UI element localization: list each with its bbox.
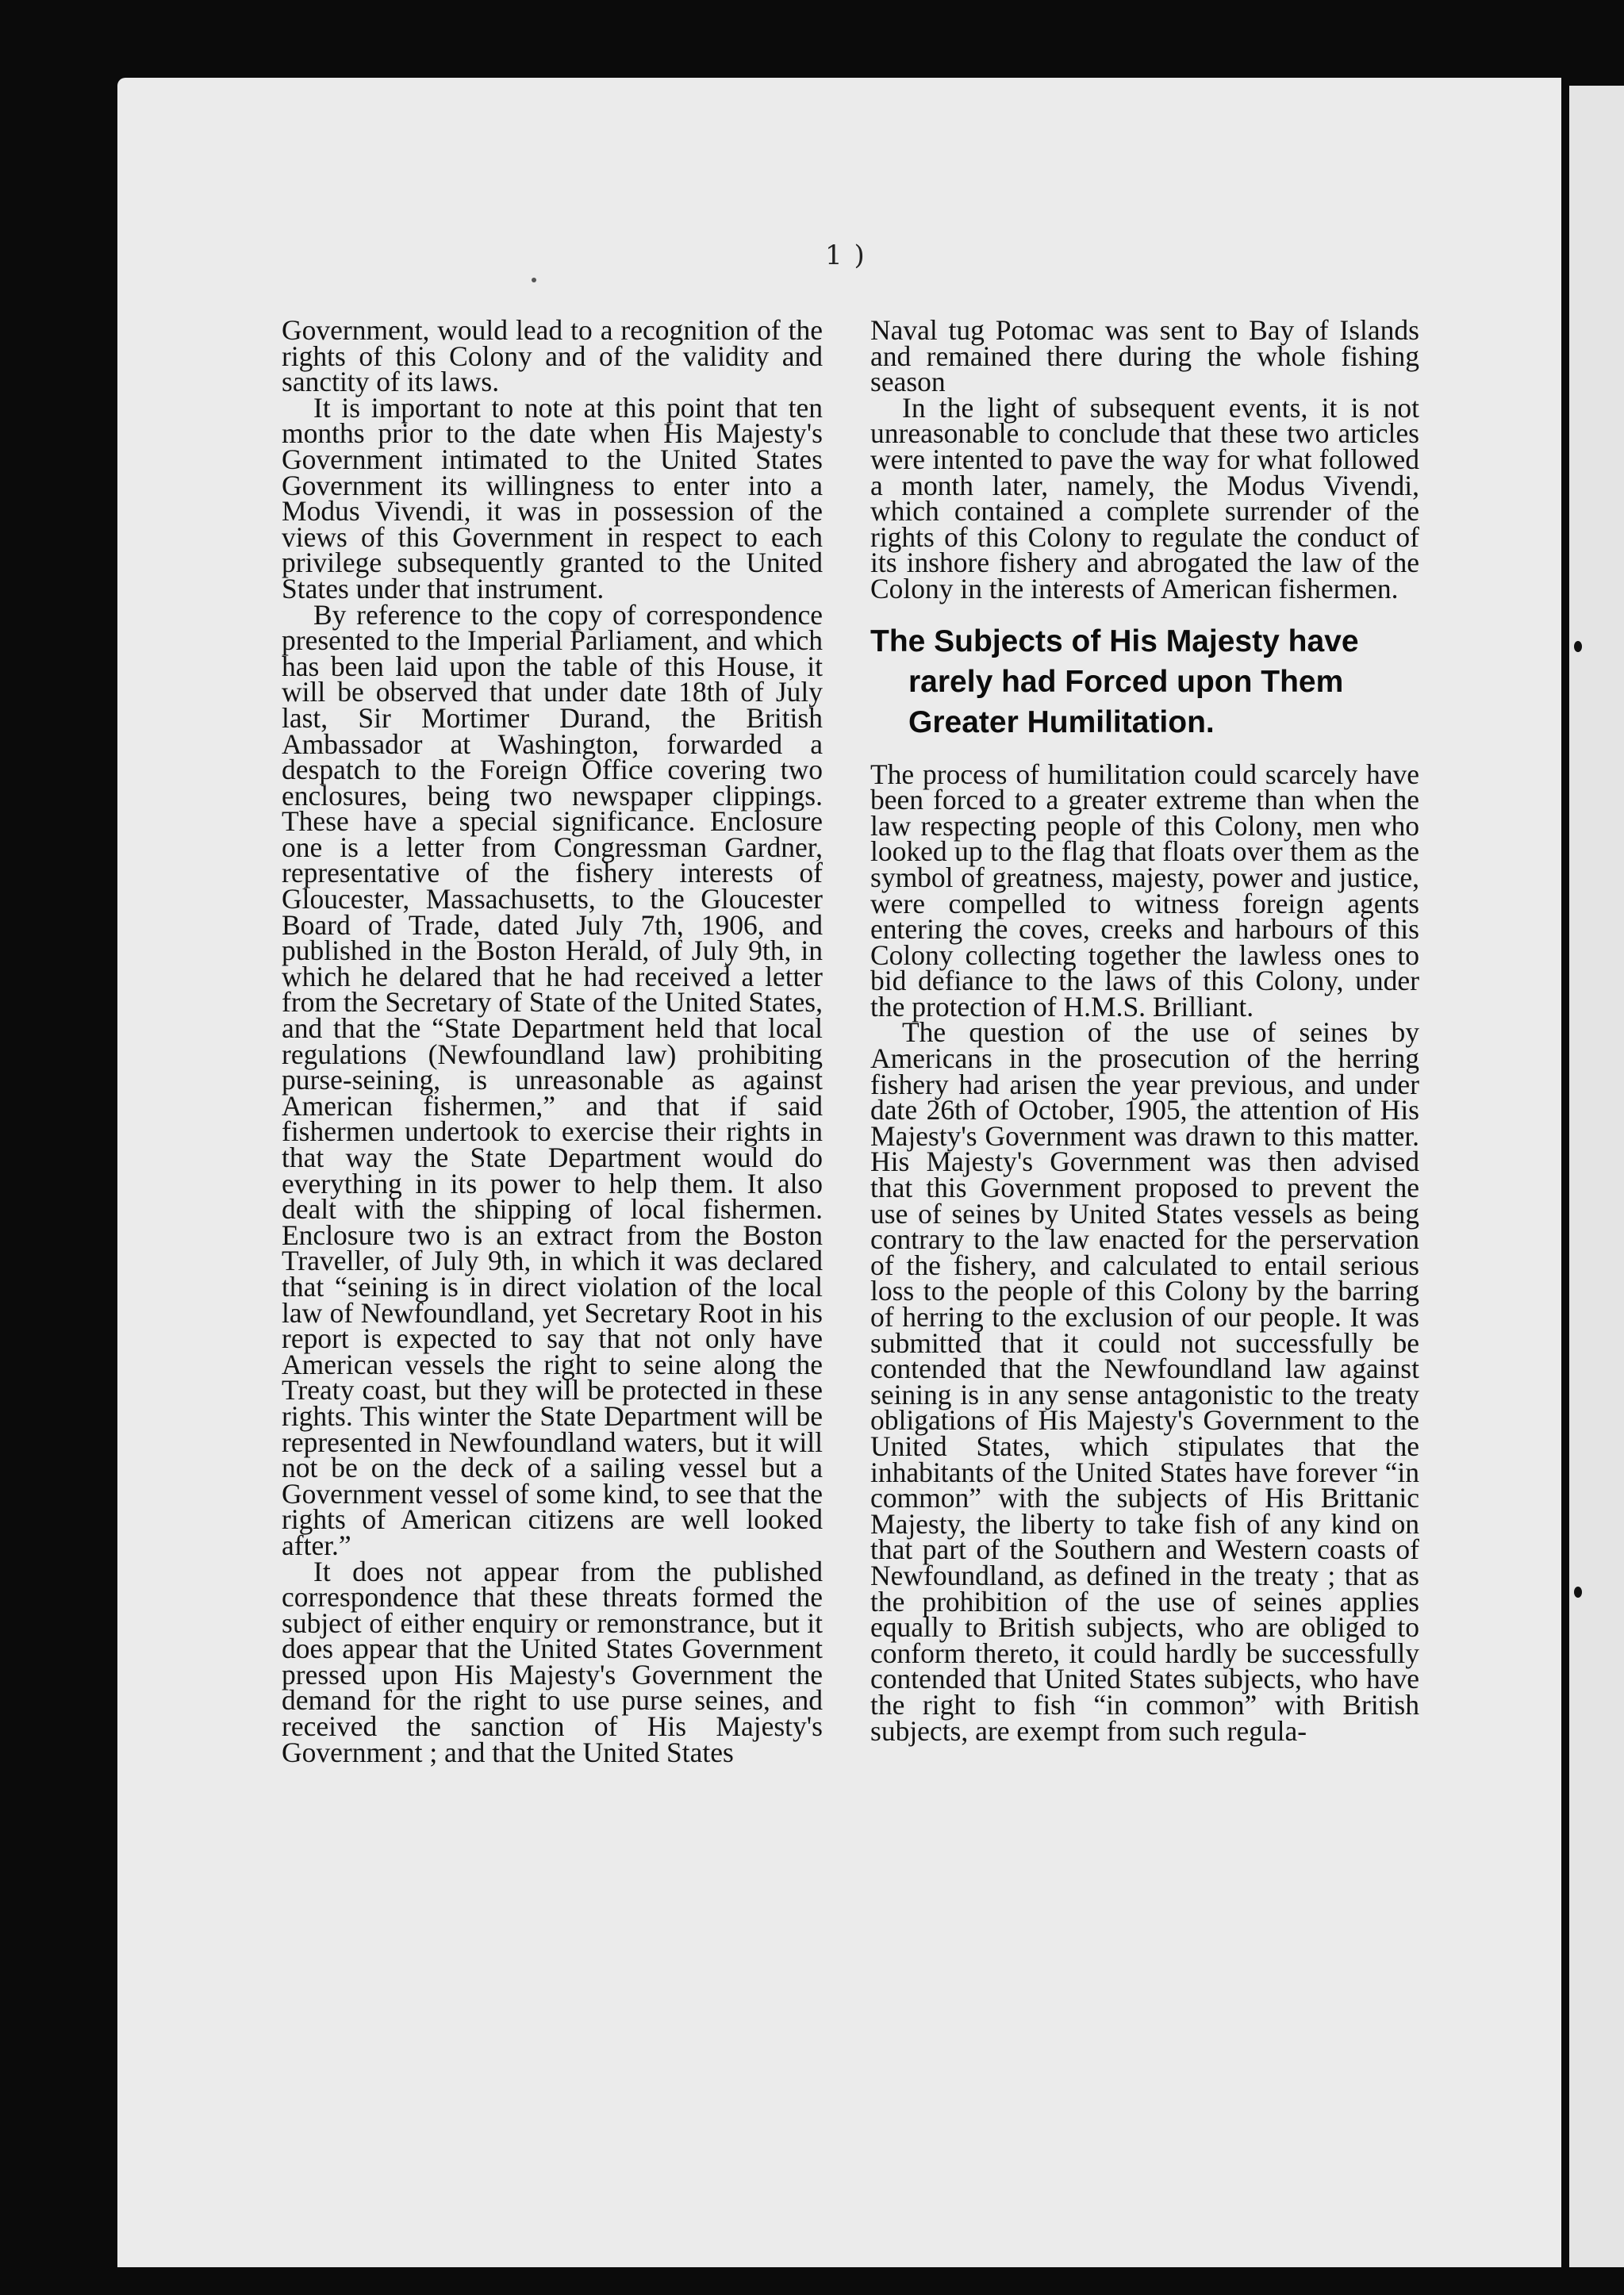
page-number: 1 ) (825, 240, 866, 271)
paragraph: By reference to the copy of correspondence presented to the Imperial Parliament, and which has been laid upon the table of this House, it will be observed that under date 18th of July last, Sir Mortimer Durand, the British Ambassador at Washington, forwarded a despatch to the Foreign Office covering two enclosures, being two newspaper clippings. These have a special significance. Enclosure one is a letter from Congressman Gardner, representative of the fishery interests of Gloucester, Massachusetts, to the Gloucester Board of Trade, dated July 7th, 1906, and published in the Boston Herald, of July 9th, in which he delared that he had received a letter from the Secretary of State of the United States, and that the “State Department held that local regulations (Newfoundland law) prohibiting purse-seining, is unreasonable as against American fishermen,” and that if said fishermen undertook to exercise their rights in that way the State Department would do everything in its power to help them. It also dealt with the shipping of local fishermen. Enclosure two is an extract from the Boston Traveller, of July 9th, in which it was declared that “seining is in direct violation of the local law of Newfoundland, yet Secretary Root in his report is expected to say that not only have American vessels the right to seine along the Treaty coast, but they will be protected in these rights. This winter the State Department will be represented in Newfoundland waters, but it will not be on the deck of a sailing vessel but a Government vessel of some kind, to see that the rights of American citizens are well looked after.” (282, 598, 823, 1561)
paragraph: It does not appear from the published correspondence that these threats formed the subject of either enquiry or remonstrance, but it does appear that the United States Government pressed upon His Majesty's Government the demand for the right to use purse seines, and received the sanction of His Majesty's Government ; and that the United States (282, 1555, 823, 1768)
right-column (870, 314, 1419, 1747)
paragraph: The process of humilitation could scarcely have been forced to a greater extreme than when the law respecting people of this Colony, men who looked up to the flag that floats over them as the symbol of greatness, majesty, power and justice, were compelled to witness foreign agents entering the coves, creeks and harbours of this Colony collecting together the lawless ones to bid defiance to the laws of this Colony, under the protection of H.M.S. Brilliant. (870, 758, 1419, 1023)
paragraph: Naval tug Potomac was sent to Bay of Islands and remained there during the whole fishing season (870, 314, 1419, 398)
print-speck (532, 278, 536, 282)
paragraph: Government, would lead to a recognition of the rights of this Colony and of the validity and sanctity of its laws. (282, 314, 823, 398)
section-heading: The Subjects of His Majesty have rarely had Forced upon Them Greater Humilitation. (870, 624, 1359, 739)
paragraph: It is important to note at this point that ten months prior to the date when His Majesty's Government intimated to the United States Government its willingness to enter into a Modus Vivendi, it was in possession of the views of this Government in respect to each privilege subsequently granted to the United States under that instrument. (282, 391, 823, 604)
next-page-edge (1569, 86, 1624, 2267)
margin-mark (1574, 1587, 1582, 1598)
paragraph: The question of the use of seines by Americans in the prosecution of the herring fishery had arisen the year previous, and under date 26th of October, 1905, the attention of His Majesty's Government was drawn to this matter. His Majesty's Government was then advised that this Government proposed to prevent the use of seines by United States vessels as being contrary to the law enacted for the perservation of the fishery, and calculated to entail serious loss to the people of this Colony by the barring of herring to the exclusion of our people. It was submitted that it could not successfully be contended that the Newfoundland law against seining is in any sense antagonistic to the treaty obligations of His Majesty's Government to the United States, which stipulates that the inhabitants of the United States have forever “in common” with the subjects of His Brittanic Majesty, the liberty to take fish of any kind on that part of the Southern and Western coasts of Newfoundland, as defined in the treaty ; that as the prohibition of the use of seines applies equally to British subjects, who are obliged to conform thereto, it could hardly be successfully contended that United States subjects, who have the right to fish “in common” with British subjects, are exempt from such regula- (870, 1016, 1419, 1747)
paragraph: In the light of subsequent events, it is not unreasonable to conclude that these two articles were intented to pave the way for what followed a month later, namely, the Modus Vivendi, which contained a complete surrender of the rights of this Colony to regulate the conduct of its inshore fishery and abrogated the law of the Colony in the interests of American fishermen. (870, 391, 1419, 604)
left-column (282, 314, 823, 1768)
margin-mark (1574, 641, 1582, 652)
